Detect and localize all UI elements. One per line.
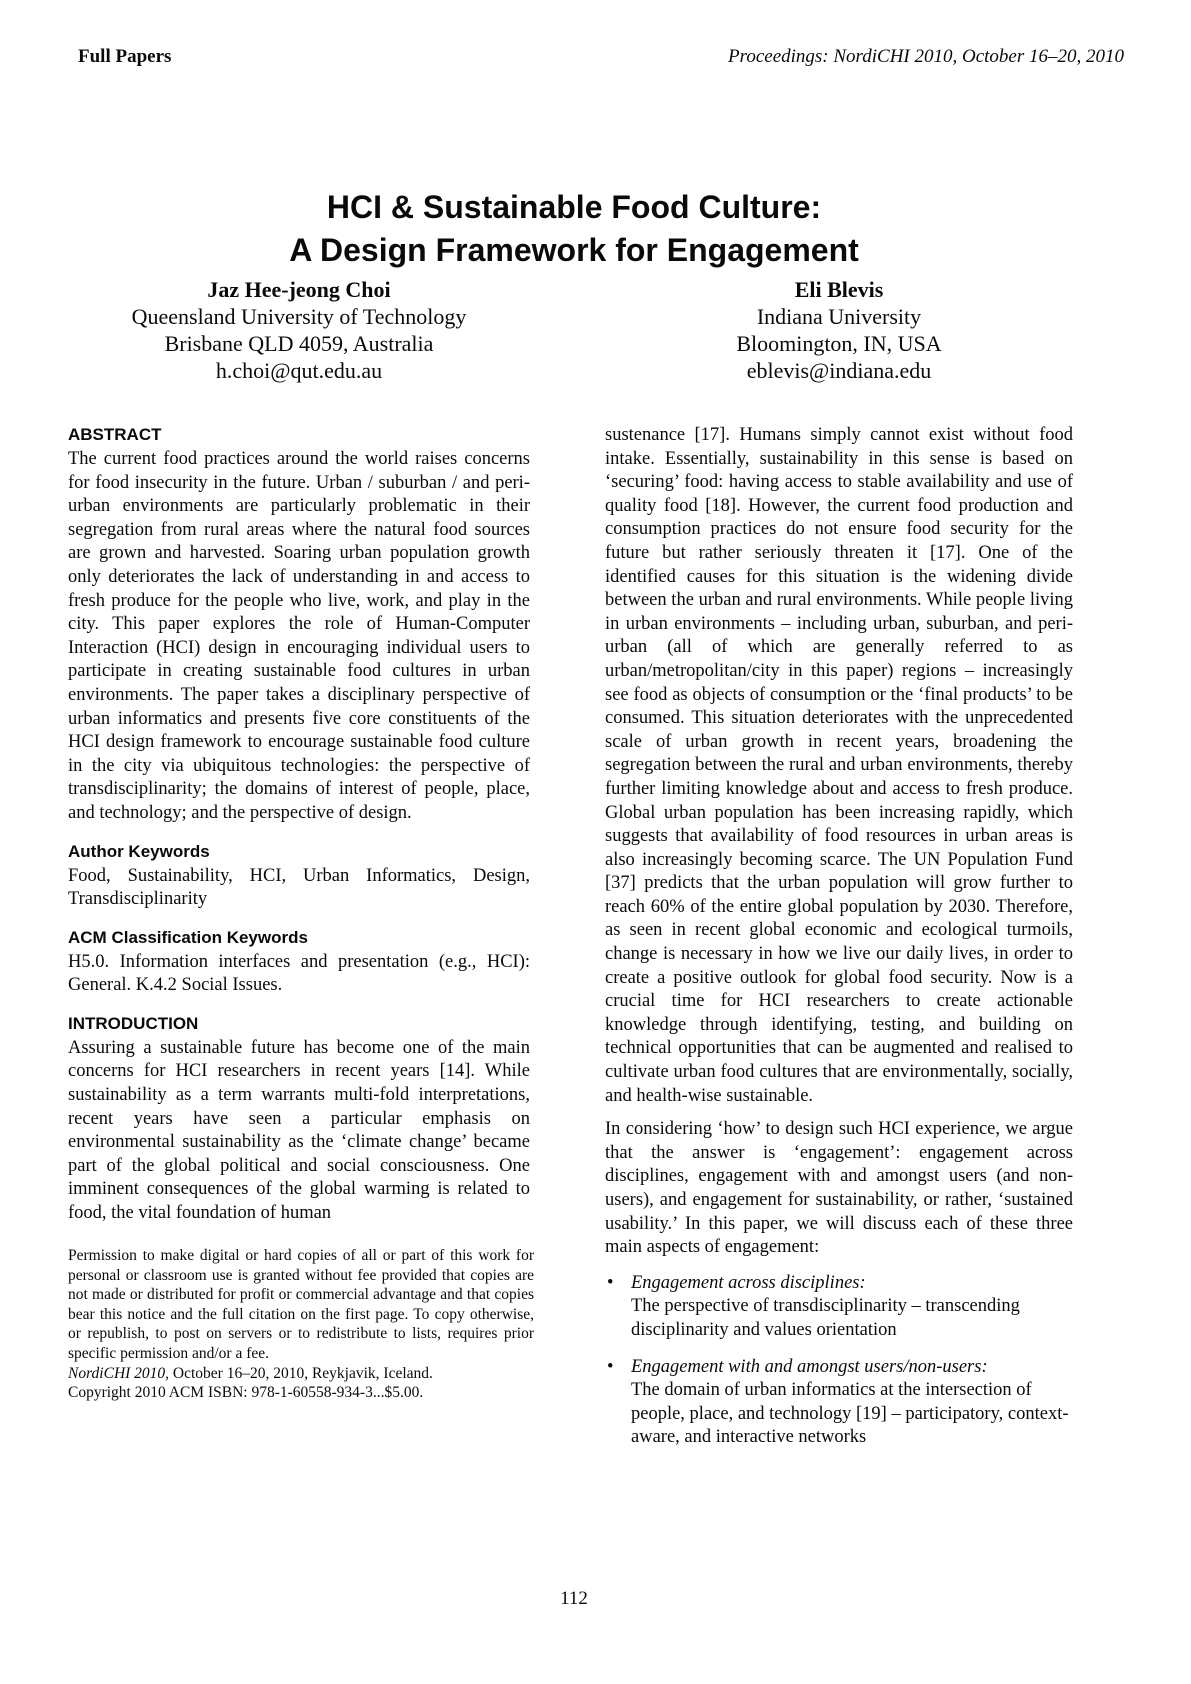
author-name: Jaz Hee-jeong Choi (207, 277, 391, 302)
introduction-heading: INTRODUCTION (68, 1013, 199, 1033)
copyright-notice-block (68, 1246, 534, 1403)
copyright-line: Copyright 2010 ACM ISBN: 978-1-60558-934-3...$5.00. (68, 1384, 424, 1402)
authors-row (68, 276, 1080, 384)
body-paragraph: sustenance [17]. Humans simply cannot exist without food intake. Essentially, sustainability in this sense is based on ‘securing’ food: having access to stable availability and use of quality food [18]. However, the current food production and consumption practices do not ensure food security for the future but rather seriously threaten it [17]. One of the identified causes for this situation is the widening divide between the urban and rural environments. While people living in urban environments – including urban, suburban, and peri-urban (all of which are generally referred to as urban/metropolitan/city in this paper) regions – increasingly see food as objects of consumption or the ‘final products’ to be consumed. This situation deteriorates with the unprecedented scale of urban growth in recent years, broadening the segregation between the rural and urban environments, thereby further limiting knowledge about and access to fresh produce. Global urban population has been increasing rapidly, which suggests that availability of food resources in urban areas is also increasingly becoming scarce. The UN Population Fund [37] predicts that the urban population will grow further to reach 60% of the entire global population by 2030. Therefore, as seen in recent global economic and ecological turmoils, change is necessary in how we live our daily lives, in order to create a positive outlook for global food security. Now is a crucial time for HCI researchers to create actionable knowledge through identifying, testing, and building on technical opportunities that can be augmented and realised to cultivate urban food cultures that are environmentally, socially, and health-wise sustainable. (605, 425, 1073, 1106)
author-keywords-text: Food, Sustainability, HCI, Urban Informatics, Design, Transdisciplinarity (68, 865, 530, 910)
acm-classification-heading: ACM Classification Keywords (68, 927, 308, 947)
author-affiliation: Queensland University of Technology (131, 304, 467, 329)
venue-date-location: October 16–20, 2010, Reykjavik, Iceland. (169, 1364, 433, 1382)
author-affiliation: Brisbane QLD 4059, Australia (164, 331, 434, 356)
acm-classification-text: H5.0. Information interfaces and presentation (e.g., HCI): General. K.4.2 Social Issues. (68, 951, 530, 996)
list-item (605, 1272, 1073, 1343)
bullet-label: Engagement across disciplines: (631, 1272, 866, 1293)
paper-title-line-1: HCI & Sustainable Food Culture: (326, 189, 822, 225)
bullet-label: Engagement with and amongst users/non-users: (631, 1356, 988, 1377)
author-affiliation: Indiana University (756, 304, 922, 329)
page-number: 112 (560, 1588, 588, 1609)
right-column (605, 424, 1073, 1463)
venue-name: NordiCHI 2010, (68, 1364, 170, 1382)
list-item (605, 1356, 1073, 1450)
venue-line (68, 1364, 534, 1384)
body-paragraph: In considering ‘how’ to design such HCI experience, we argue that the answer is ‘engagement’: engagement across disciplines, engagement with and amongst users (and non-users), and engagement for sustainability, or rather, ‘sustained usability.’ In this paper, we will discuss each of these three main aspects of engagement: (605, 1119, 1073, 1258)
paper-title-line-2: A Design Framework for Engagement (289, 232, 859, 268)
header-proceedings-label: Proceedings: NordiCHI 2010, October 16–20, 2010 (728, 46, 1124, 67)
header-section-label: Full Papers (78, 46, 172, 67)
abstract-heading: ABSTRACT (68, 425, 162, 444)
author-block-choi (68, 276, 530, 384)
running-header (78, 46, 1124, 68)
author-email: eblevis@indiana.edu (746, 358, 932, 383)
author-email: h.choi@qut.edu.au (215, 358, 383, 383)
author-keywords-heading: Author Keywords (68, 841, 210, 861)
introduction-text: Assuring a sustainable future has become one of the main concerns for HCI researchers in recent years [14]. While sustainability as a term warrants multi-fold interpretations, recent years have seen a particular emphasis on environmental sustainability as the ‘climate change’ became part of the global political and social consciousness. One imminent consequences of the global warming is related to food, the vital foundation of human (68, 1037, 530, 1224)
abstract-text: The current food practices around the world raises concerns for food insecurity in the future. Urban / suburban / and peri-urban environments are particularly problematic in their segregation from rural areas where the natural food sources are grown and harvested. Soaring urban population growth only deteriorates the lack of understanding in and access to fresh produce for the people who live, work, and play in the city. This paper explores the role of Human-Computer Interaction (HCI) design in encouraging individual users to participate in creating sustainable food cultures in urban environments. The paper takes a disciplinary perspective of urban informatics and presents five core constituents of the HCI design framework to encourage sustainable food culture in the city via ubiquitous technologies: the perspective of transdisciplinarity; the domains of interest of people, place, and technology; and the perspective of design. (68, 449, 530, 823)
bullet-icon: • (607, 1356, 614, 1377)
bullet-body: The perspective of transdisciplinarity – transcending disciplinarity and values orientation (631, 1296, 1020, 1340)
author-block-blevis (605, 276, 1073, 384)
engagement-bullet-list (605, 1272, 1073, 1450)
paper-title (68, 186, 1080, 272)
bullet-icon: • (607, 1272, 614, 1293)
bullet-body: The domain of urban informatics at the intersection of people, place, and technology [19] – participatory, context-aware, and interactive networks (631, 1380, 1069, 1448)
author-name: Eli Blevis (794, 277, 884, 302)
author-affiliation: Bloomington, IN, USA (736, 331, 942, 356)
permission-notice-text: Permission to make digital or hard copies of all or part of this work for personal or classroom use is granted without fee provided that copies are not made or distributed for profit or commercial advantage and that copies bear this notice and the full citation on the first page. To copy otherwise, or republish, to post on servers or to redistribute to lists, requires prior specific permission and/or a fee. (68, 1247, 534, 1362)
